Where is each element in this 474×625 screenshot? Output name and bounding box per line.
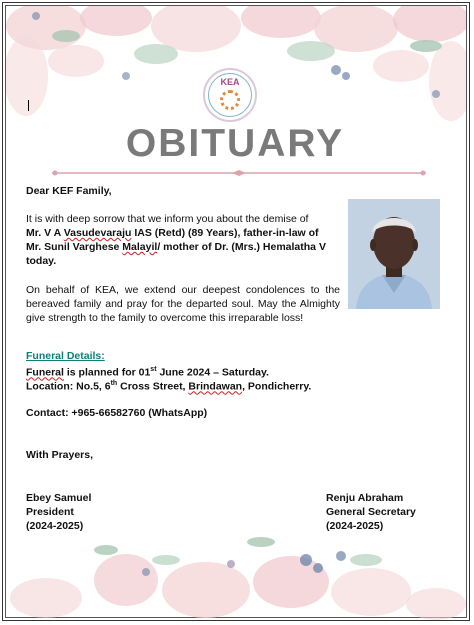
intro-line-2-post: IAS (Retd) (89 Years), father-in-law of [131,227,319,239]
intro-line-3-pre: Mr. Sunil Varghese [26,241,123,253]
condolence-paragraph: On behalf of KEA, we extend our deepest condolences to the bereaved family and pray for the departed soul. May the Almighty give strength to the family to overcome this irreparable loss! [26,284,340,324]
intro-line-3 [26,240,326,254]
intro-line-2-pre: Mr. V A [26,227,64,239]
funeral-details-heading: Funeral Details: [26,350,105,362]
text-cursor [28,100,29,111]
funeral-date-sup: st [150,366,157,373]
intro-line-2 [26,226,319,240]
location-b: Cross Street, [117,380,189,393]
funeral-word: Funeral [26,366,64,379]
intro-line-1: It is with deep sorrow that we inform you about the demise of [26,213,309,225]
location-a: Location: No.5, 6 [26,380,111,393]
kea-logo [203,68,257,122]
page-title: OBITUARY [125,122,345,165]
signatory-2-term: (2024-2025) [326,520,384,532]
signatory-2-name: Renju Abraham [326,492,404,504]
funeral-date-b: June 2024 – Saturday. [156,366,269,379]
intro-line-3-post: / mother of Dr. (Mrs.) Hemalatha V [157,241,326,253]
intro-line-4: today. [26,255,57,267]
deceased-photo [348,199,440,309]
signatory-1-name: Ebey Samuel [26,492,92,504]
funeral-date-a: is planned for 01 [63,366,151,379]
portrait-image [348,199,440,309]
signatory-1-role: President [26,506,74,518]
signatory-1-term: (2024-2025) [26,520,84,532]
family-name: Malayil [122,241,158,253]
title-divider [52,170,426,176]
signatory-2-role: General Secretary [326,506,416,518]
location-c: , Pondicherry. [242,380,312,393]
location-area: Brindawan [188,380,243,393]
logo-text: KEA [220,77,240,87]
contact-line: Contact: +965-66582760 (WhatsApp) [26,407,208,419]
gear-icon [220,90,240,110]
closing-line: With Prayers, [26,449,94,461]
deceased-name: Vasudevaraju [63,227,132,239]
location-sup: th [110,380,118,387]
funeral-location [26,377,311,394]
greeting: Dear KEF Family, [26,185,112,197]
